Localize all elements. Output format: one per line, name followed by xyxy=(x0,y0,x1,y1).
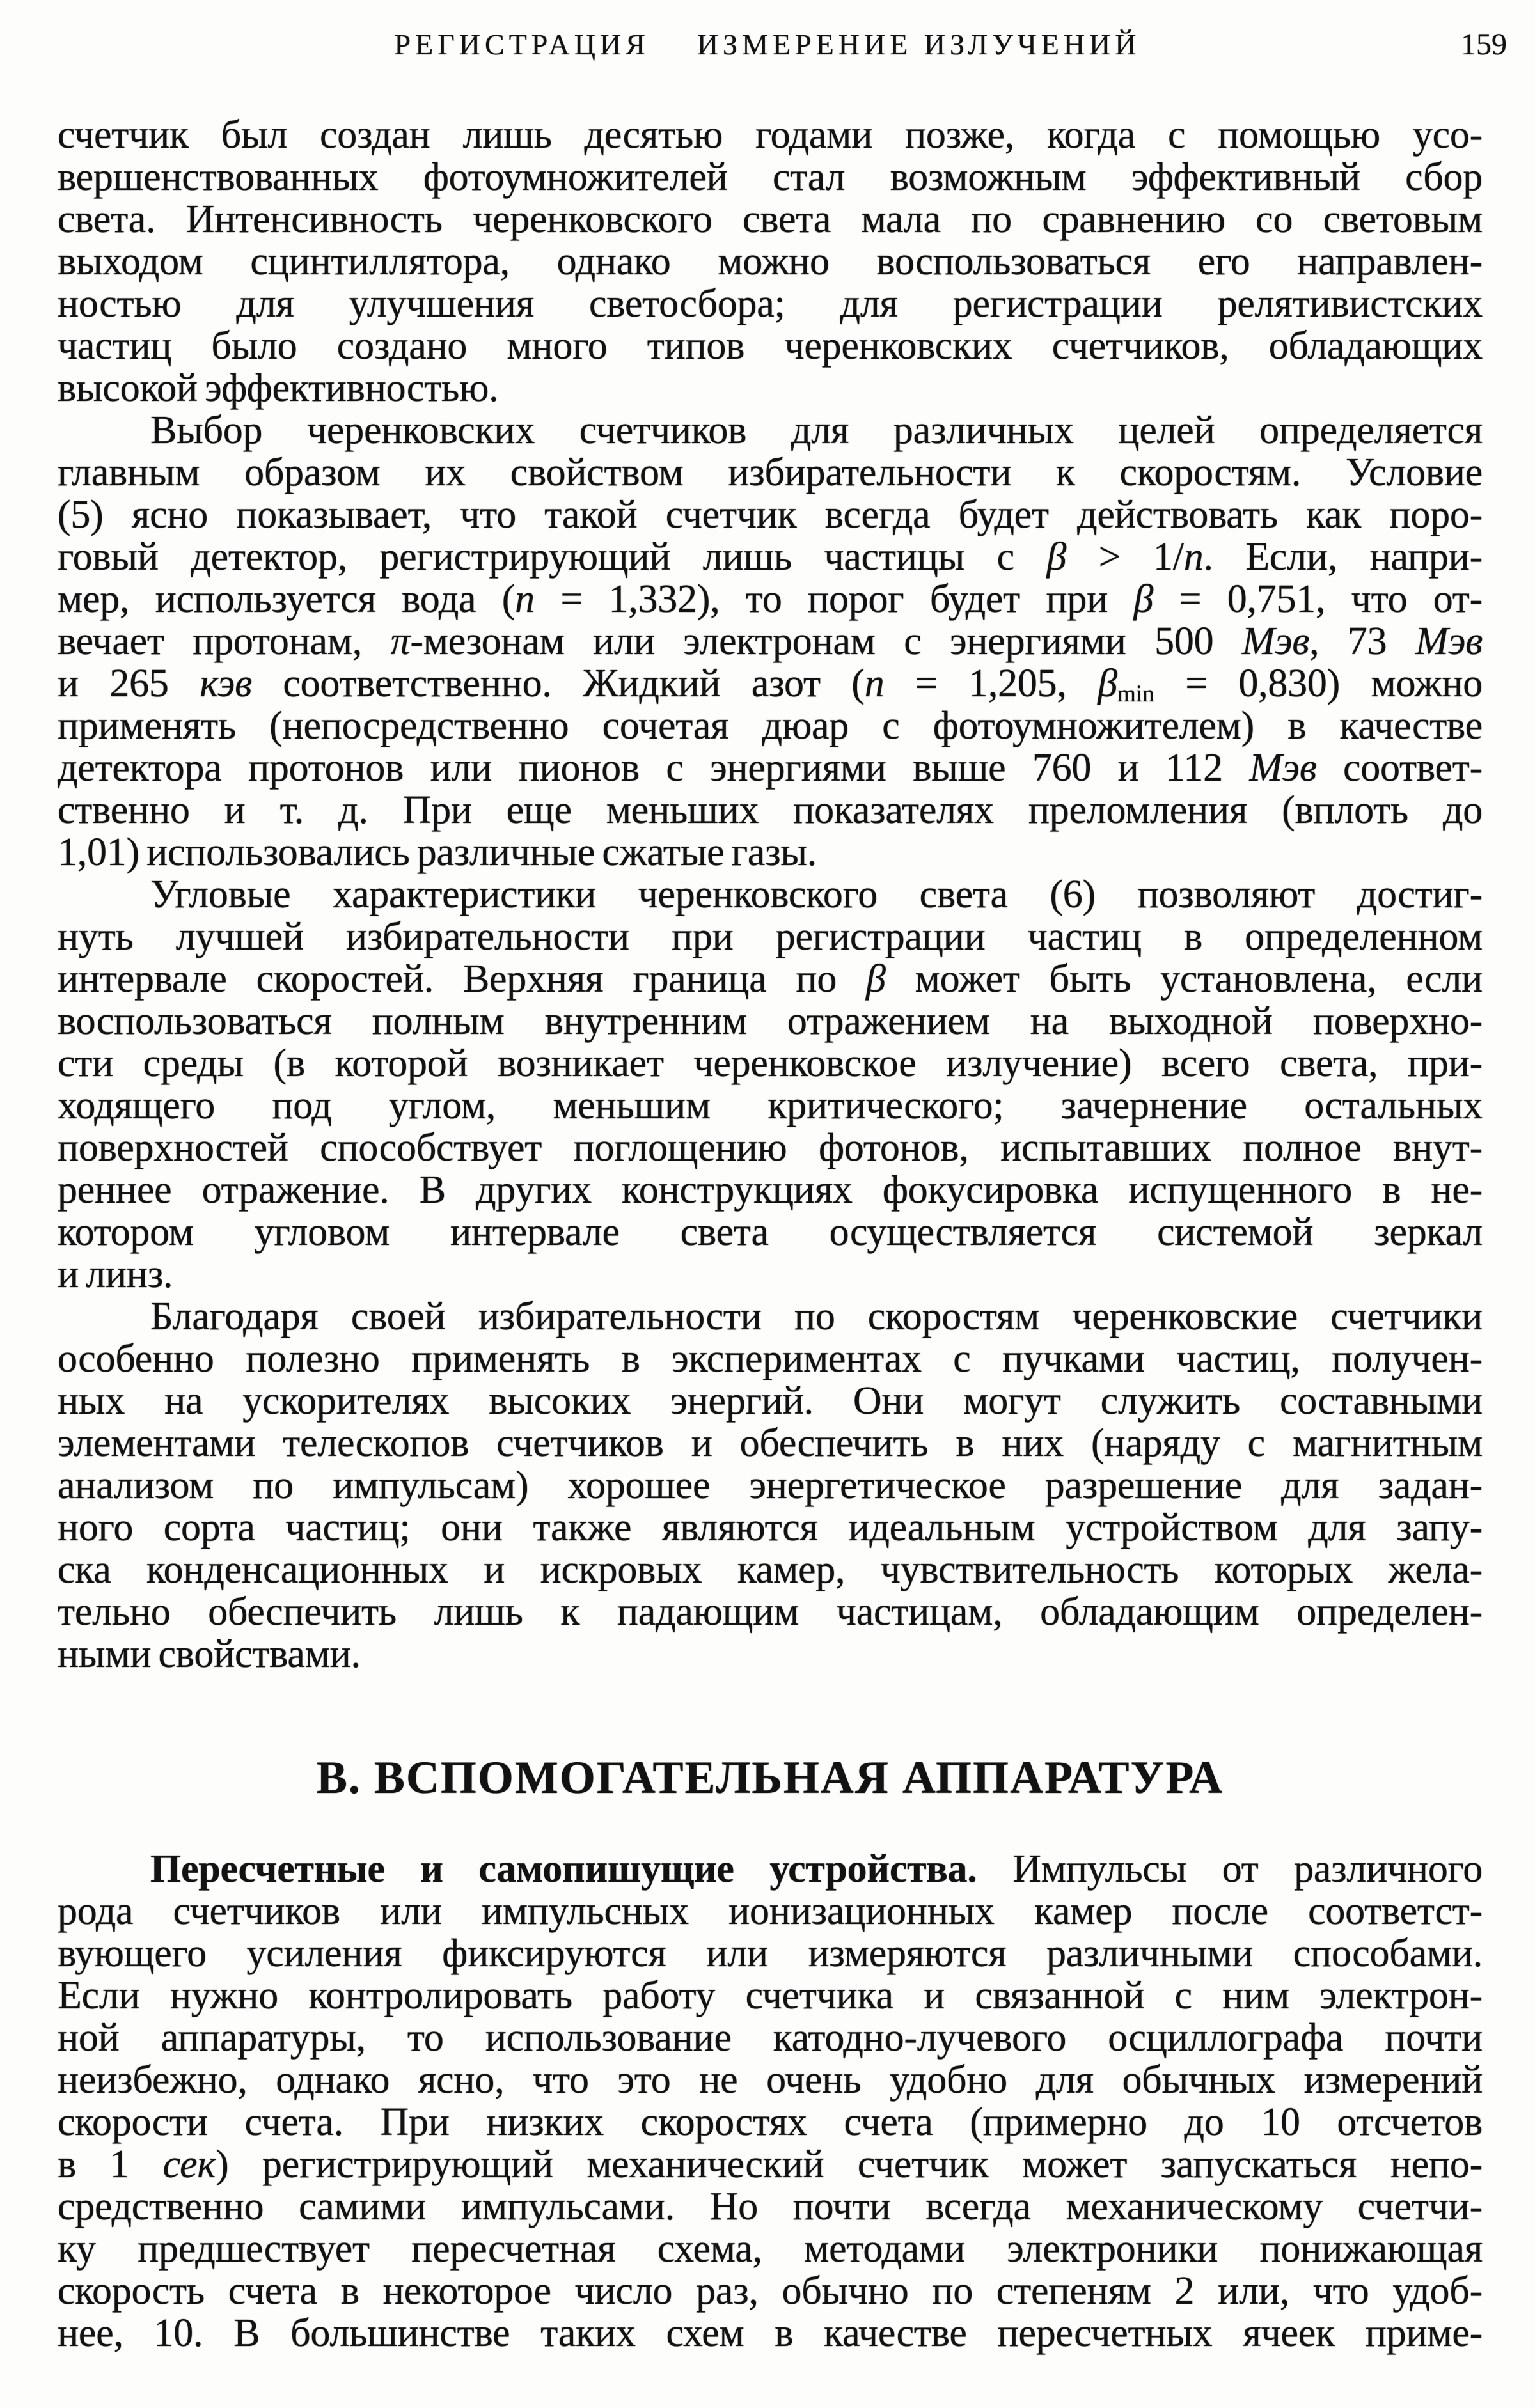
text-segment: детектора протонов или пионов с энергиями выше 760 и 112 xyxy=(58,746,1250,790)
text-segment: рода счетчиков или импульсных ионизационных камер после соответст- xyxy=(58,1889,1483,1933)
text-line xyxy=(58,2228,1483,2270)
text-segment: мер, используется вода ( xyxy=(58,577,516,621)
text-line xyxy=(58,1848,1483,1890)
text-line xyxy=(58,240,1483,283)
section-heading: В. ВСПОМОГАТЕЛЬНАЯ АППАРАТУРА xyxy=(316,1752,1224,1803)
text-segment: Пересчетные и самопишущие устройства. xyxy=(150,1847,977,1891)
text-line xyxy=(58,2101,1483,2143)
text-segment: соответственно. Жидкий азот ( xyxy=(251,662,865,705)
text-line xyxy=(58,1422,1483,1464)
text-segment: котором угловом интервале света осуществляется системой зеркал xyxy=(58,1210,1483,1254)
text-line xyxy=(58,325,1483,367)
text-segment: ными свойствами. xyxy=(58,1632,361,1676)
text-segment: . Если, напри- xyxy=(1203,535,1483,579)
text-segment: (5) ясно показывает, что такой счетчик всегда будет действовать как поро- xyxy=(58,493,1483,536)
text-line xyxy=(58,578,1483,620)
text-segment: = 0,751, что от- xyxy=(1153,577,1483,621)
text-segment: β xyxy=(866,957,886,1001)
text-segment: ностью для улучшения светосбора; для регистрации релятивистских xyxy=(58,282,1483,325)
text-line xyxy=(58,283,1483,325)
text-segment: применять (непосредственно сочетая дюар с фотоумножителем) в качестве xyxy=(58,704,1483,747)
text-line xyxy=(58,2270,1483,2312)
text-segment: Мэв xyxy=(1415,620,1483,663)
text-line xyxy=(58,536,1483,578)
text-line xyxy=(58,451,1483,494)
text-line xyxy=(58,789,1483,831)
text-line xyxy=(58,620,1483,662)
text-line xyxy=(58,1253,1483,1295)
paragraph xyxy=(58,1295,1483,1675)
text-line xyxy=(58,662,1483,708)
paragraph xyxy=(58,1848,1483,2354)
text-segment: выходом сцинтиллятора, однако можно воспользоваться его направлен- xyxy=(58,240,1483,283)
text-line xyxy=(58,873,1483,916)
text-segment: Угловые характеристики черенковского света (6) позволяют достиг- xyxy=(150,873,1483,916)
text-line xyxy=(58,1974,1483,2017)
text-segment: счетчик был создан лишь десятью годами позже, когда с помощью усо- xyxy=(58,113,1483,157)
paragraph xyxy=(58,409,1483,873)
text-line xyxy=(58,1549,1483,1591)
text-segment: главным образом их свойством избирательности к скоростям. Условие xyxy=(58,451,1483,494)
text-line xyxy=(58,705,1483,747)
text-segment: средственно самими импульсами. Но почти всегда механическому счетчи- xyxy=(58,2185,1483,2228)
text-line xyxy=(58,1890,1483,1932)
running-head: РЕГИСТРАЦИЯ ИЗМЕРЕНИЕ ИЗЛУЧЕНИЙ xyxy=(394,28,1141,61)
text-segment: ) регистрирующий механический счетчик может запускаться непо- xyxy=(216,2143,1483,2186)
text-line xyxy=(58,1591,1483,1633)
text-segment: Мэв xyxy=(1249,746,1317,790)
paragraph xyxy=(58,114,1483,409)
text-segment: говый детектор, регистрирующий лишь частицы с xyxy=(58,535,1047,579)
text-segment: n xyxy=(515,577,535,621)
text-segment: вершенствованных фотоумножителей стал возможным эффективный сбор xyxy=(58,155,1483,199)
text-segment: нуть лучшей избирательности при регистрации частиц в определенном xyxy=(58,915,1483,958)
text-segment: ных на ускорителях высоких энергий. Они могут служить составными xyxy=(58,1379,1483,1423)
text-segment: , 73 xyxy=(1309,620,1415,663)
text-segment: нее, 10. В большинстве таких схем в качестве пересчетных ячеек приме- xyxy=(58,2311,1483,2355)
text-line xyxy=(58,1380,1483,1422)
text-segment: ходящего под углом, меньшим критического; зачернение остальных xyxy=(58,1084,1483,1127)
text-line xyxy=(58,1211,1483,1253)
text-segment: min xyxy=(1117,681,1154,708)
text-segment: ска конденсационных и искровых камер, чувствительность которых жела- xyxy=(58,1548,1483,1591)
text-segment: неизбежно, однако ясно, что это не очень удобно для обычных измерений xyxy=(58,2058,1483,2102)
text-segment: кэв xyxy=(200,662,252,705)
text-segment: особенно полезно применять в экспериментах с пучками частиц, получен- xyxy=(58,1337,1483,1380)
text-segment: поверхностей способствует поглощению фотонов, испытавших полное внут- xyxy=(58,1126,1483,1169)
text-line xyxy=(58,2143,1483,2185)
text-segment: Импульсы от различного xyxy=(977,1847,1483,1891)
text-segment: β xyxy=(1046,535,1067,579)
text-line xyxy=(58,1169,1483,1211)
text-segment: света. Интенсивность черенковского света мала по сравнению со световым xyxy=(58,198,1483,241)
text-line xyxy=(58,1338,1483,1380)
text-segment: ного сорта частиц; они также являются идеальным устройством для запу- xyxy=(58,1506,1483,1549)
text-segment: 1,01) использовались различные сжатые газы. xyxy=(58,831,817,874)
text-segment: n xyxy=(864,662,885,705)
text-line xyxy=(58,198,1483,240)
text-segment: сек xyxy=(162,2143,216,2186)
text-segment: сти среды (в которой возникает черенковское излучение) всего света, при- xyxy=(58,1042,1483,1085)
text-segment: β xyxy=(1133,577,1154,621)
text-segment: в 1 xyxy=(58,2143,163,2186)
page-number: 159 xyxy=(1461,27,1507,61)
text-line xyxy=(58,958,1483,1000)
body-text xyxy=(58,114,1483,2354)
text-segment: Выбор черенковских счетчиков для различных целей определяется xyxy=(150,409,1483,452)
text-segment: высокой эффективностью. xyxy=(58,366,499,410)
text-segment: скорости счета. При низких скоростях счета (примерно до 10 отсчетов xyxy=(58,2100,1483,2144)
text-segment: интервале скоростей. Верхняя граница по xyxy=(58,957,867,1001)
text-segment: тельно обеспечить лишь к падающим частицам, обладающим определен- xyxy=(58,1590,1483,1634)
text-line xyxy=(58,114,1483,156)
text-segment: частиц было создано много типов черенковских счетчиков, обладающих xyxy=(58,324,1483,368)
text-segment: может быть установлена, если xyxy=(885,957,1483,1001)
text-line xyxy=(58,1127,1483,1169)
text-segment: ной аппаратуры, то использование катодно-лучевого осциллографа почти xyxy=(58,2016,1483,2060)
text-segment: π xyxy=(390,620,411,663)
text-segment: ку предшествует пересчетная схема, методами электроники понижающая xyxy=(58,2227,1483,2271)
text-segment: = 0,830) можно xyxy=(1154,662,1483,705)
text-segment: анализом по импульсам) хорошее энергетическое разрешение для задан- xyxy=(58,1464,1483,1507)
text-line xyxy=(58,367,1483,409)
text-line xyxy=(58,916,1483,958)
text-line xyxy=(58,1295,1483,1338)
text-segment: скорость счета в некоторое число раз, обычно по степеням 2 или, что удоб- xyxy=(58,2269,1483,2313)
paragraph xyxy=(58,873,1483,1295)
text-segment: вечает протонам, xyxy=(58,620,391,663)
text-line xyxy=(58,1506,1483,1549)
text-segment: -мезонам или электронам с энергиями 500 xyxy=(410,620,1242,663)
text-line xyxy=(58,409,1483,451)
text-segment: = 1,332), то порог будет при xyxy=(534,577,1134,621)
text-segment: соответ- xyxy=(1316,746,1483,790)
text-segment: и линз. xyxy=(58,1253,173,1296)
text-segment: и 265 xyxy=(58,662,200,705)
text-line xyxy=(58,747,1483,789)
text-segment: > 1/ xyxy=(1066,535,1184,579)
text-segment: элементами телескопов счетчиков и обеспечить в них (наряду с магнитным xyxy=(58,1421,1483,1465)
text-segment: β xyxy=(1098,662,1117,705)
text-segment: Мэв xyxy=(1241,620,1310,663)
text-line xyxy=(58,1084,1483,1127)
text-line xyxy=(58,1633,1483,1675)
text-segment: воспользоваться полным внутренним отражением на выходной поверхно- xyxy=(58,999,1483,1043)
text-line xyxy=(58,2017,1483,2059)
text-line xyxy=(58,1932,1483,1974)
text-segment: n xyxy=(1183,535,1204,579)
text-segment: Благодаря своей избирательности по скоростям черенковские счетчики xyxy=(150,1295,1483,1338)
text-line xyxy=(58,2312,1483,2354)
text-segment: ственно и т. д. При еще меньших показателях преломления (вплоть до xyxy=(58,788,1483,832)
text-line xyxy=(58,2059,1483,2101)
text-line xyxy=(58,494,1483,536)
text-segment: вующего усиления фиксируются или измеряются различными способами. xyxy=(58,1932,1483,1975)
text-line xyxy=(58,1042,1483,1084)
text-line xyxy=(58,2185,1483,2228)
text-segment: = 1,205, xyxy=(884,662,1098,705)
text-line xyxy=(58,831,1483,873)
text-line xyxy=(58,156,1483,198)
text-segment: реннее отражение. В других конструкциях фокусировка испущенного в не- xyxy=(58,1168,1483,1212)
text-segment: Если нужно контролировать работу счетчика и связанной с ним электрон- xyxy=(58,1974,1483,2017)
text-line xyxy=(58,1000,1483,1042)
text-line xyxy=(58,1464,1483,1506)
